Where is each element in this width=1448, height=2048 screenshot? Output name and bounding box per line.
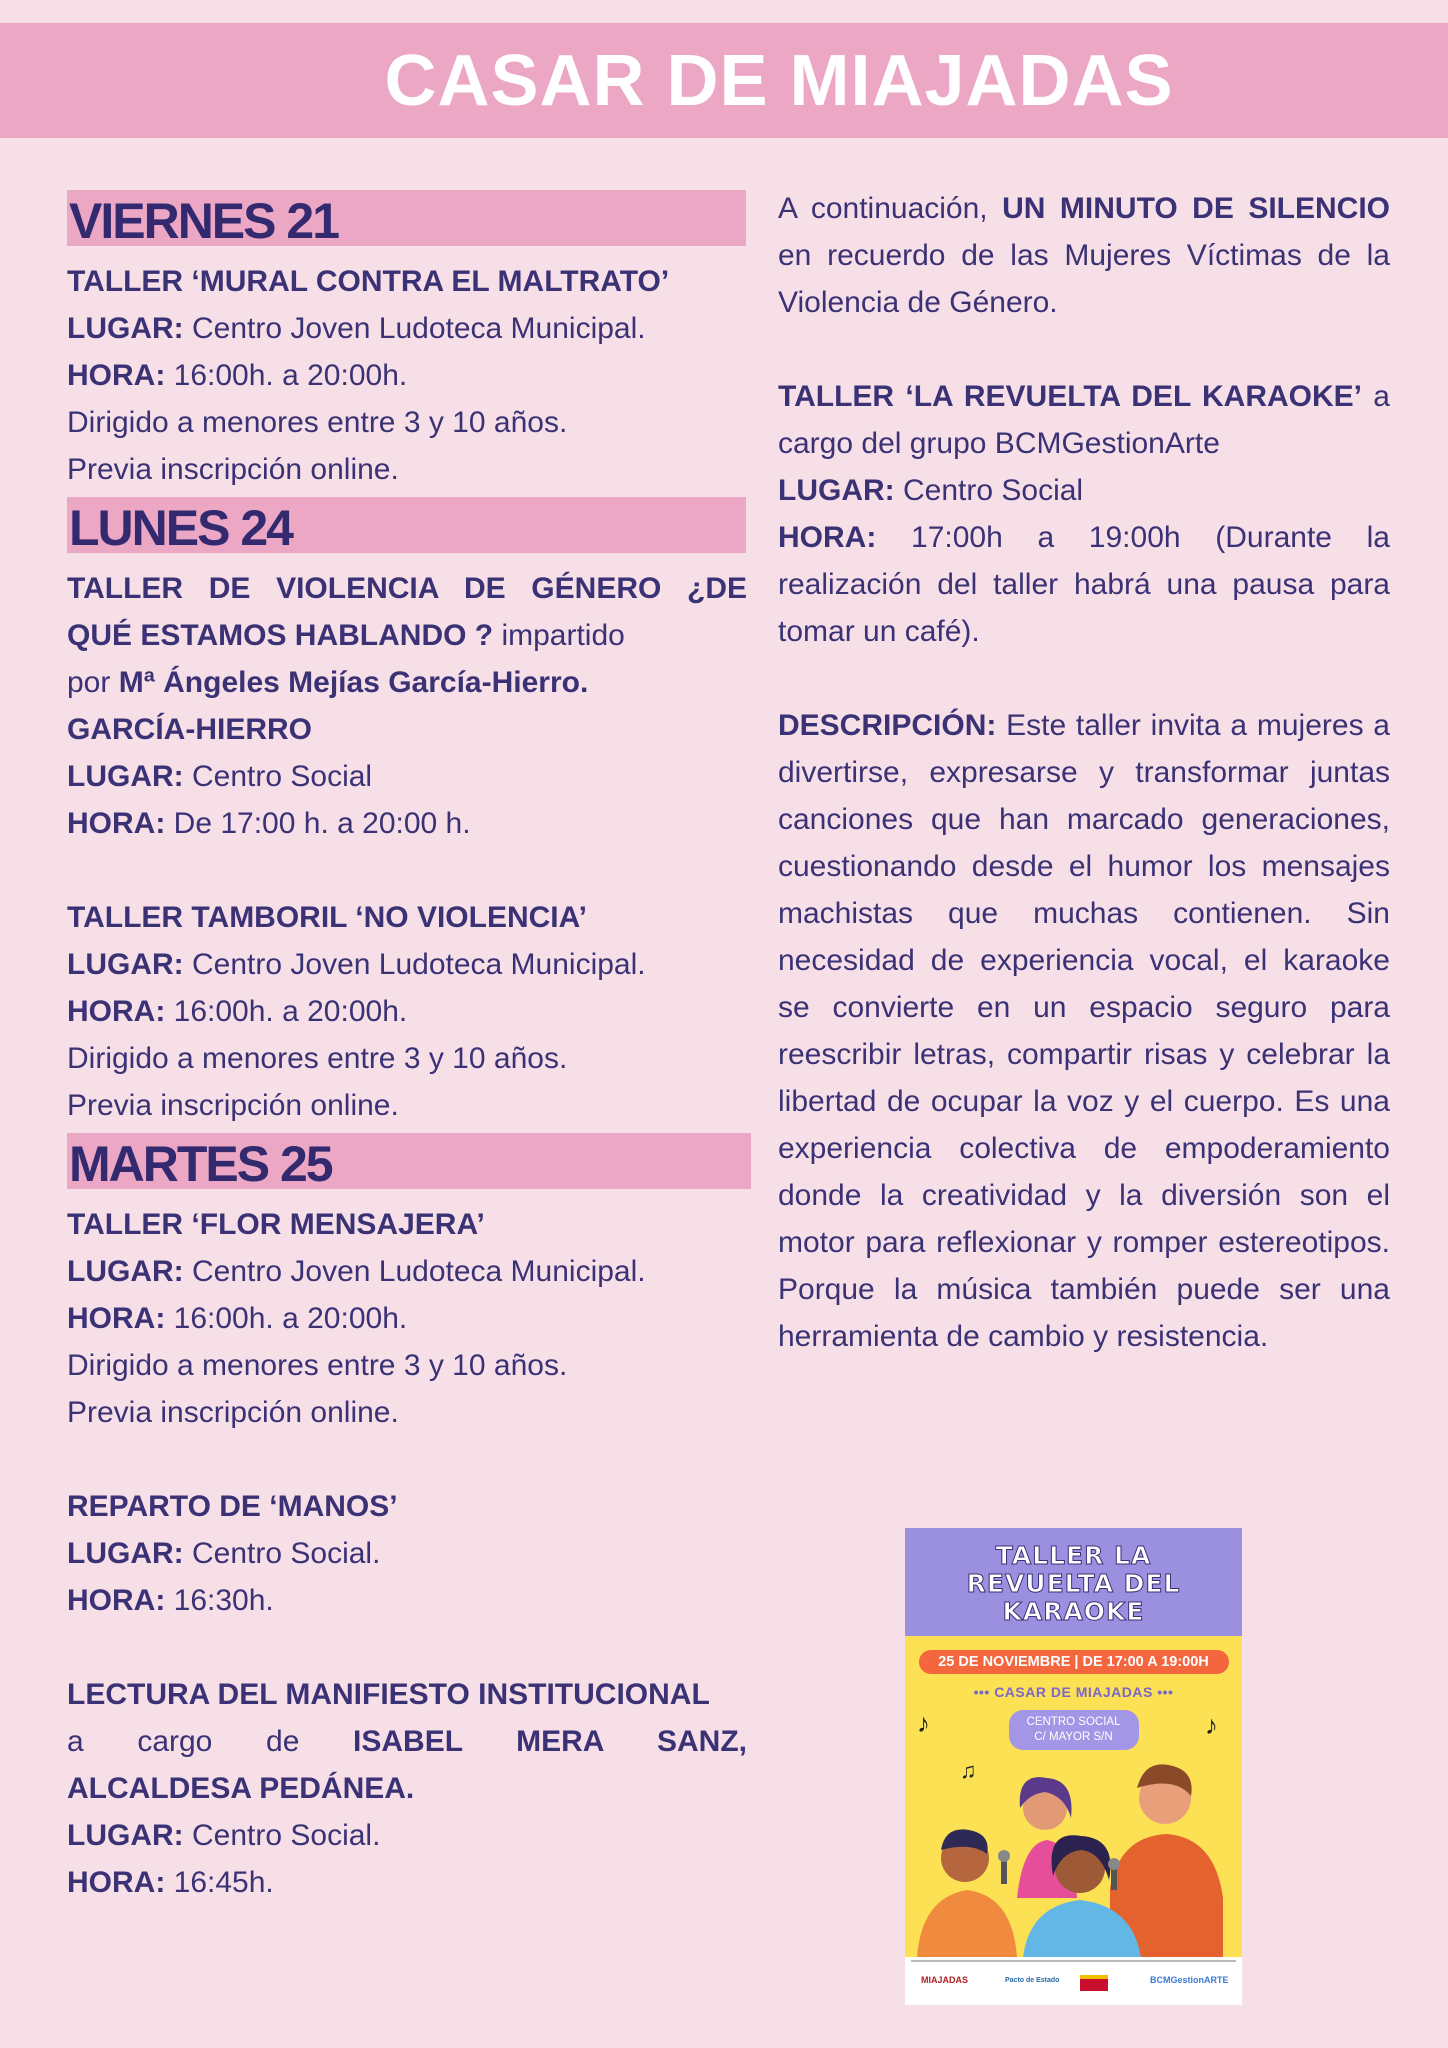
event-audience: Dirigido a menores entre 3 y 10 años. xyxy=(67,406,568,439)
event-audience: Dirigido a menores entre 3 y 10 años. xyxy=(67,1042,568,1075)
poster-venue: CENTRO SOCIAL C/ MAYOR S/N xyxy=(1009,1710,1139,1750)
poster-date: 25 DE NOVIEMBRE | DE 17:00 A 19:00H xyxy=(919,1650,1229,1674)
right-column xyxy=(778,185,1390,1360)
event-title: LECTURA DEL MANIFIESTO INSTITUCIONAL xyxy=(67,1678,710,1711)
event-place: LUGAR: Centro Social. xyxy=(67,1537,381,1570)
event-time: HORA: 16:00h. a 20:00h. xyxy=(67,995,408,1028)
event-speaker: por Mª Ángeles Mejías García-Hierro. xyxy=(67,666,589,699)
gobierno-espana-logo xyxy=(1080,1975,1108,1991)
event-speaker: a cargo de ISABEL MERA SANZ, xyxy=(67,1725,747,1758)
miajadas-logo: MIAJADAS xyxy=(921,1975,969,1985)
event-time: HORA: 16:00h. a 20:00h. xyxy=(67,1302,408,1335)
event-registration: Previa inscripción online. xyxy=(67,453,399,486)
day-heading-martes: MARTES 25 xyxy=(67,1133,751,1189)
event-place: LUGAR: Centro Social. xyxy=(67,1819,381,1852)
event-speaker-role: ALCALDESA PEDÁNEA. xyxy=(67,1772,415,1805)
music-note-icon: ♪ xyxy=(1205,1710,1218,1740)
event-place: LUGAR: Centro Social xyxy=(67,760,373,793)
event-time: HORA: 16:00h. a 20:00h. xyxy=(67,359,408,392)
poster-title: TALLER LA REVUELTA DEL KARAOKE xyxy=(905,1528,1242,1636)
day-heading-viernes: VIERNES 21 xyxy=(67,190,746,246)
event-title: TALLER ‘FLOR MENSAJERA’ xyxy=(67,1208,485,1241)
minute-silence-text: A continuación, UN MINUTO DE SILENCIO en recuerdo de las Mujeres Víctimas de la Violencia de Género. xyxy=(778,192,1390,319)
music-note-icon: ♫ xyxy=(960,1758,977,1783)
event-audience: Dirigido a menores entre 3 y 10 años. xyxy=(67,1349,568,1382)
event-registration: Previa inscripción online. xyxy=(67,1396,399,1429)
poster-sponsor-footer xyxy=(905,1957,1242,2005)
bcmgestionarte-logo: BCMGestionARTE xyxy=(1150,1975,1229,1985)
event-time: HORA: De 17:00 h. a 20:00 h. xyxy=(67,807,471,840)
pacto-estado-logo: Pacto de Estado xyxy=(1005,1977,1060,1984)
event-speaker-surname: GARCÍA-HIERRO xyxy=(67,713,312,746)
event-title: REPARTO DE ‘MANOS’ xyxy=(67,1490,398,1523)
page-title: CASAR DE MIAJADAS xyxy=(384,41,1174,121)
event-registration: Previa inscripción online. xyxy=(67,1089,399,1122)
header-banner xyxy=(0,23,1448,138)
event-title: TALLER ‘MURAL CONTRA EL MALTRATO’ xyxy=(67,265,670,298)
event-place: LUGAR: Centro Joven Ludoteca Municipal. xyxy=(67,312,646,345)
left-column xyxy=(67,190,747,1906)
event-place: LUGAR: Centro Joven Ludoteca Municipal. xyxy=(67,948,646,981)
singing-women-illustration xyxy=(905,1748,1242,1958)
event-title-cont: QUÉ ESTAMOS HABLANDO ? impartido xyxy=(67,619,625,652)
event-time: HORA: 16:45h. xyxy=(67,1866,274,1899)
event-title: TALLER DE VIOLENCIA DE GÉNERO ¿DE xyxy=(67,572,747,605)
music-note-icon: ♪ xyxy=(917,1708,930,1738)
event-time: HORA: 16:30h. xyxy=(67,1584,274,1617)
karaoke-poster xyxy=(905,1528,1242,2005)
event-place: LUGAR: Centro Joven Ludoteca Municipal. xyxy=(67,1255,646,1288)
event-place: LUGAR: Centro Social xyxy=(778,474,1084,507)
karaoke-event: TALLER ‘LA REVUELTA DEL KARAOKE’ a cargo del grupo BCMGestionArte xyxy=(778,380,1390,460)
day-heading-lunes: LUNES 24 xyxy=(67,497,746,553)
event-title: TALLER TAMBORIL ‘NO VIOLENCIA’ xyxy=(67,901,587,934)
poster-place: ••• CASAR DE MIAJADAS ••• xyxy=(973,1684,1174,1700)
karaoke-description: DESCRIPCIÓN: Este taller invita a mujeres a divertirse, expresarse y transformar juntas canciones que han marcado generaciones, cuestionando desde el humor los mensajes machistas que muchas contienen. Sin necesidad de experiencia vocal, el karaoke se convierte en un espacio seguro para reescribir letras, compartir risas y celebrar la libertad de ocupar la voz y el cuerpo. Es una experiencia colectiva de empoderamiento donde la creatividad y la diversión son el motor para reflexionar y romper estereotipos. Porque la música también puede ser una herramienta de cambio y resistencia. xyxy=(778,709,1390,1353)
event-time: HORA: 17:00h a 19:00h (Durante la realización del taller habrá una pausa para tomar un café). xyxy=(778,521,1390,648)
